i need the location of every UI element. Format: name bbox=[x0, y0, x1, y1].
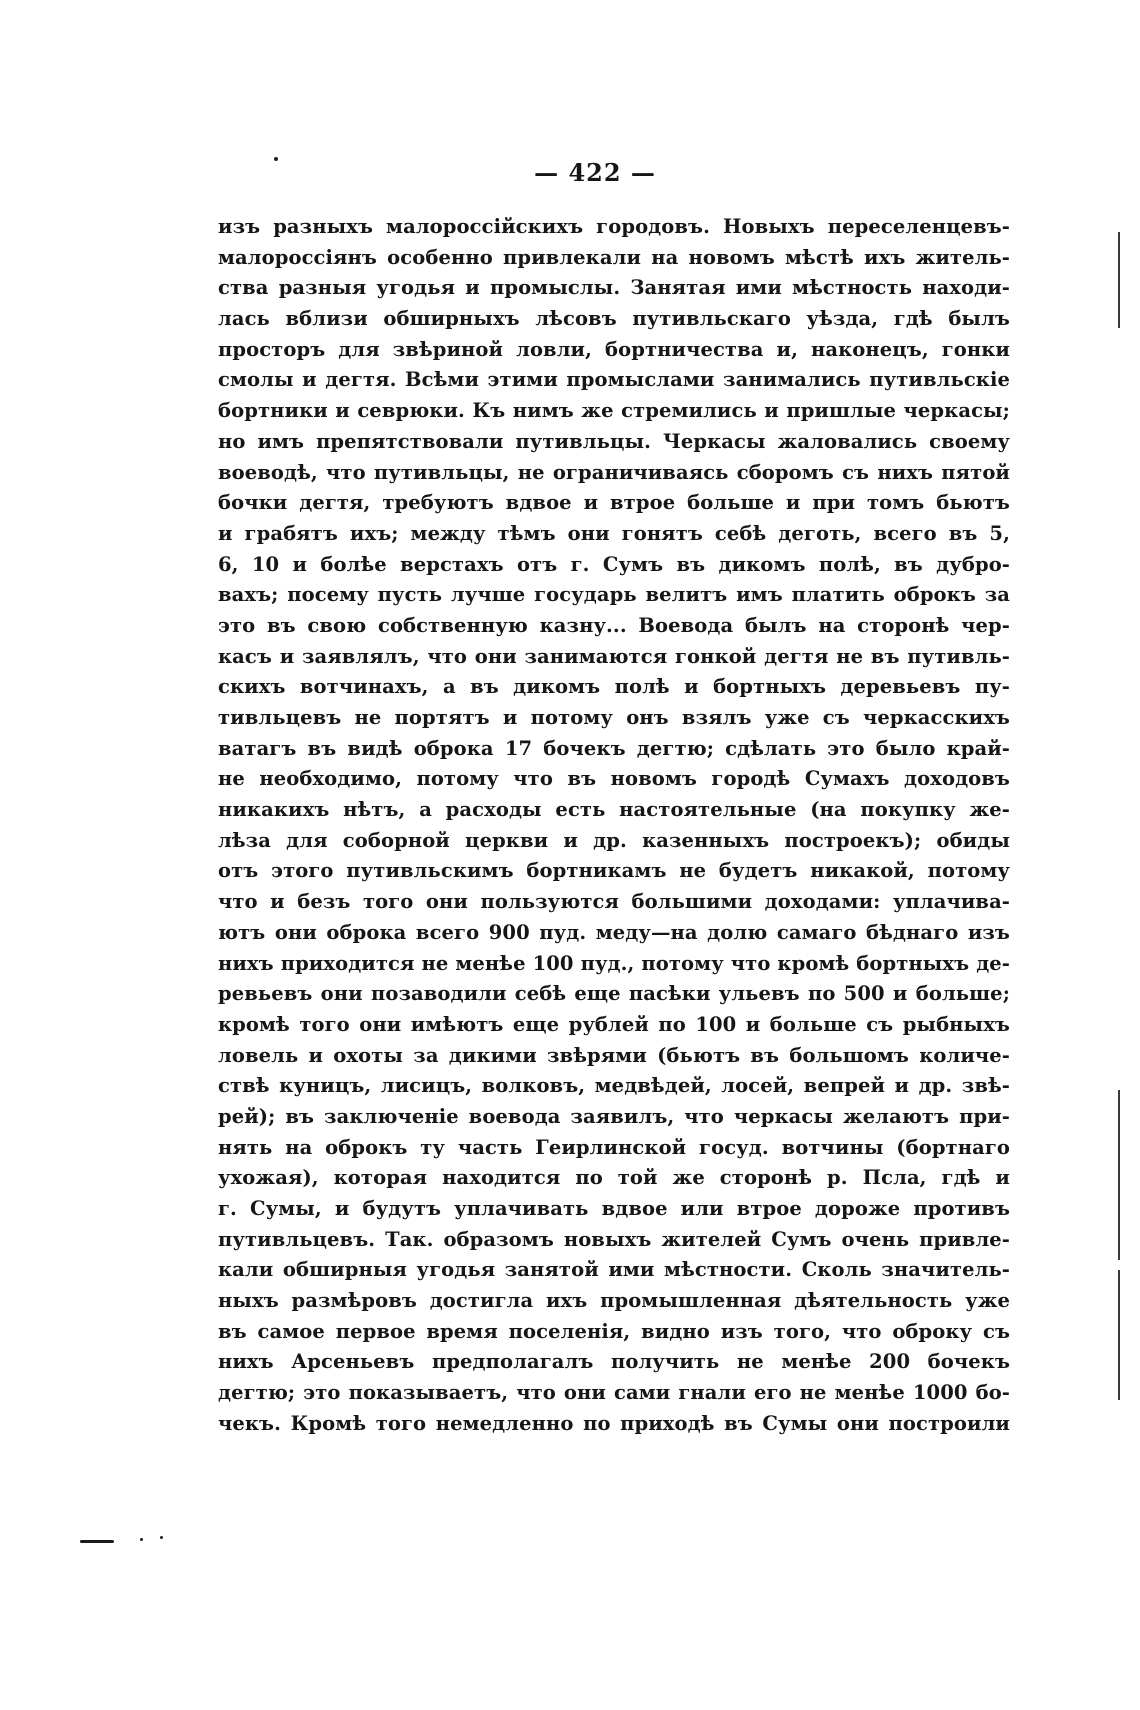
text-line: никакихъ нѣтъ, а расходы есть настоятельные (на покупку же- bbox=[218, 798, 1010, 822]
text-line: ствѣ куницъ, лисицъ, волковъ, медвѣдей, лосей, вепрей и др. звѣ- bbox=[218, 1074, 1010, 1098]
text-line: скихъ вотчинахъ, а въ дикомъ полѣ и бортныхъ деревьевъ пу- bbox=[218, 675, 1010, 699]
text-line: ухожая), которая находится по той же сторонѣ р. Псла, гдѣ и bbox=[218, 1166, 1010, 1190]
text-line: 6, 10 и болѣе верстахъ отъ г. Сумъ въ дикомъ полѣ, въ дубро- bbox=[218, 552, 1010, 576]
text-line: чекъ. Кромѣ того немедленно по приходѣ въ Сумы они построили bbox=[218, 1411, 1010, 1435]
scan-edge-line bbox=[1118, 232, 1120, 328]
text-line: просторъ для звѣриной ловли, бортничества и, наконецъ, гонки bbox=[218, 337, 1010, 361]
text-line: нихъ приходится не менѣе 100 пуд., потому что кромѣ бортныхъ де- bbox=[218, 951, 1010, 975]
text-line: отъ этого путивльскимъ бортникамъ не будетъ никакой, потому bbox=[218, 859, 1010, 883]
scan-edge-line bbox=[1118, 1090, 1120, 1260]
text-line: что и безъ того они пользуются большими доходами: уплачива- bbox=[218, 890, 1010, 914]
text-line: въ самое первое время поселенія, видно изъ того, что оброку съ bbox=[218, 1319, 1010, 1343]
text-line: дегтю; это показываетъ, что они сами гнали его не менѣе 1000 бо- bbox=[218, 1381, 1010, 1405]
scan-mark bbox=[80, 1540, 114, 1543]
text-line: вахъ; посему пусть лучше государь велитъ имъ платить оброкъ за bbox=[218, 583, 1010, 607]
text-line: ютъ они оброка всего 900 пуд. меду—на долю самаго бѣднаго изъ bbox=[218, 920, 1010, 944]
page-number: — 422 — bbox=[534, 158, 656, 187]
text-line: г. Сумы, и будутъ уплачивать вдвое или втрое дороже противъ bbox=[218, 1197, 1010, 1220]
text-line: это въ свою собственную казну... Воевода былъ на сторонѣ чер- bbox=[218, 613, 1010, 637]
text-line: изъ разныхъ малороссійскихъ городовъ. Новыхъ переселенцевъ- bbox=[218, 215, 1010, 238]
text-line: бочки дегтя, требуютъ вдвое и втрое больше и при томъ бьютъ bbox=[218, 491, 1010, 515]
text-line: смолы и дегтя. Всѣми этими промыслами занимались путивльскіе bbox=[218, 368, 1010, 392]
printing-speck bbox=[160, 1536, 163, 1539]
text-line: кромѣ того они имѣютъ еще рублей по 100 и больше съ рыбныхъ bbox=[218, 1012, 1010, 1036]
text-line: касъ и заявлялъ, что они занимаются гонкой дегтя не въ путивль- bbox=[218, 644, 1010, 668]
text-line: воеводѣ, что путивльцы, не ограничиваясь сборомъ съ нихъ пятой bbox=[218, 460, 1010, 484]
text-line: ловель и охоты за дикими звѣрями (бьютъ въ большомъ количе- bbox=[218, 1043, 1010, 1067]
text-line: малороссіянъ особенно привлекали на новомъ мѣстѣ ихъ житель- bbox=[218, 245, 1010, 269]
text-line: но имъ препятствовали путивльцы. Черкасы жаловались своему bbox=[218, 429, 1010, 453]
text-line: лась вблизи обширныхъ лѣсовъ путивльскаго уѣзда, гдѣ былъ bbox=[218, 307, 1010, 331]
text-line: нять на оброкъ ту часть Геирлинской госуд. вотчины (бортнаго bbox=[218, 1135, 1010, 1159]
scan-edge-line bbox=[1118, 1270, 1120, 1400]
body-text bbox=[218, 212, 1010, 1440]
text-line: ревьевъ они позаводили себѣ еще пасѣки ульевъ по 500 и больше; bbox=[218, 982, 1010, 1006]
text-line: лѣза для соборной церкви и др. казенныхъ построекъ); обиды bbox=[218, 828, 1010, 852]
text-line: кали обширныя угодья занятой ими мѣстности. Сколь значитель- bbox=[218, 1258, 1010, 1282]
printing-speck bbox=[140, 1538, 143, 1541]
text-line: ватагъ въ видѣ оброка 17 бочекъ дегтю; сдѣлать это было край- bbox=[218, 736, 1010, 760]
text-line: путивльцевъ. Так. образомъ новыхъ жителей Сумъ очень привле- bbox=[218, 1227, 1010, 1251]
text-line: не необходимо, потому что въ новомъ городѣ Сумахъ доходовъ bbox=[218, 767, 1010, 791]
text-line: ства разныя угодья и промыслы. Занятая ими мѣстность находи- bbox=[218, 276, 1010, 300]
text-line: рей); въ заключеніе воевода заявилъ, что черкасы желаютъ при- bbox=[218, 1104, 1010, 1128]
text-line: и грабятъ ихъ; между тѣмъ они гонятъ себѣ деготь, всего въ 5, bbox=[218, 521, 1010, 545]
text-line: тивльцевъ не портятъ и потому онъ взялъ уже съ черкасскихъ bbox=[218, 706, 1010, 729]
text-line: ныхъ размѣровъ достигла ихъ промышленная дѣятельность уже bbox=[218, 1289, 1010, 1313]
text-line: нихъ Арсеньевъ предполагалъ получить не менѣе 200 бочекъ bbox=[218, 1350, 1010, 1374]
text-line: бортники и севрюки. Къ нимъ же стремились и пришлые черкасы; bbox=[218, 399, 1010, 423]
